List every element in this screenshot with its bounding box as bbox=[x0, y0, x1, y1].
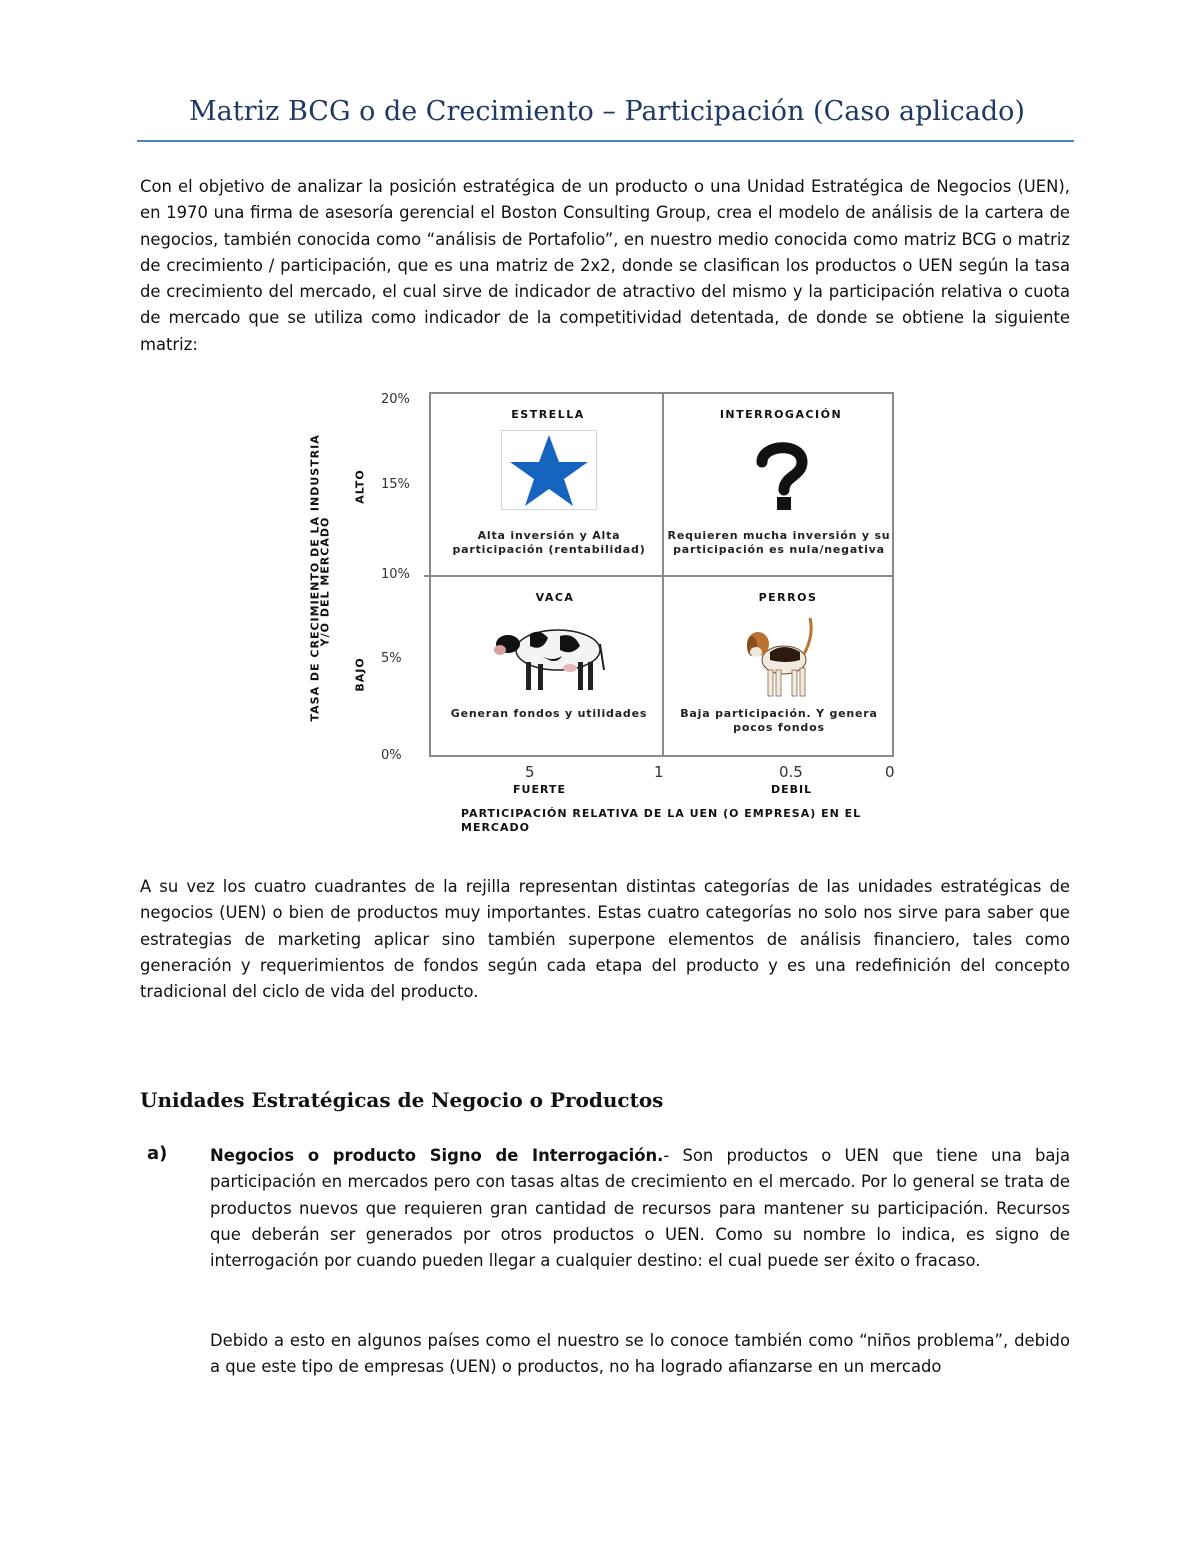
x-tick: 5 bbox=[525, 763, 535, 781]
y-tick: 0% bbox=[381, 748, 402, 763]
list-marker-a: a) bbox=[147, 1143, 168, 1164]
quadrant-dog-title: PERROS bbox=[758, 591, 818, 604]
list-item-a-followup: Debido a esto en algunos países como el nuestro se lo conoce también como “niños problema”, debido a que este tipo de empresas (UEN) o productos, no ha logrado afianzarse en un mercado bbox=[210, 1331, 1070, 1377]
page-title: Matriz BCG o de Crecimiento – Participación (Caso aplicado) bbox=[189, 96, 1025, 127]
y-tick: 15% bbox=[381, 477, 410, 492]
dog-icon bbox=[742, 614, 818, 700]
x-strong-label: FUERTE bbox=[513, 783, 566, 796]
x-axis-label: PARTICIPACIÓN RELATIVA DE LA UEN (O EMPRESA) EN EL MERCADO bbox=[461, 807, 862, 834]
cow-icon bbox=[490, 612, 620, 696]
y-high-label: ALTO bbox=[353, 469, 367, 504]
question-mark-icon bbox=[752, 440, 812, 512]
y-low-label: BAJO bbox=[353, 657, 367, 692]
y-tick: 5% bbox=[381, 651, 402, 666]
second-paragraph: A su vez los cuatro cuadrantes de la rejilla representan distintas categorías de las unidades estratégicas de negocios (UEN) o bien de productos muy importantes. Estas cuatro categorías no solo nos sirve para saber que estrategias de marketing aplicar sino también superpone elementos de análisis financiero, tales como generación y requerimientos de fondos según cada etapa del producto y es una redefinición del concepto tradicional del ciclo de vida del producto. bbox=[140, 877, 1070, 1002]
x-tick: 0 bbox=[885, 763, 895, 781]
list-item-a-text: - Son productos o UEN que tiene una baja participación en mercados pero con tasas altas de crecimiento en el mercado. Por lo general se trata de productos nuevos que requieren gran cantidad de recursos para mantener su participación. Recursos que deberán ser generados por otros productos o UEN. Como su nombre lo indica, es signo de interrogación por cuando pueden llegar a cualquier destino: el cual puede ser éxito o fracaso. bbox=[210, 1146, 1070, 1271]
y-tick: 20% bbox=[381, 392, 410, 407]
x-weak-label: DEBIL bbox=[771, 783, 813, 796]
y-axis-label-line2: Y/O DEL MERCADO bbox=[318, 516, 332, 647]
list-item-a bbox=[210, 1143, 1070, 1274]
quadrant-question-title: INTERROGACIÓN bbox=[719, 408, 843, 421]
y-tick: 10% bbox=[381, 567, 410, 582]
quadrant-question-desc: Requieren mucha inversión y su participación es nula/negativa bbox=[667, 529, 891, 556]
quadrant-star-title: ESTRELLA bbox=[511, 408, 585, 421]
intro-paragraph: Con el objetivo de analizar la posición estratégica de un producto o una Unidad Estratégica de Negocios (UEN), en 1970 una firma de asesoría gerencial el Boston Consulting Group, crea el modelo de análisis de la cartera de negocios, también conocida como “análisis de Portafolio”, en nuestro medio conocida como matriz BCG o matriz de crecimiento / participación, que es una matriz de 2x2, donde se clasifican los productos o UEN según la tasa de crecimiento del mercado, el cual sirve de indicador de atractivo del mismo y la participación relativa o cuota de mercado que se utiliza como indicador de la competitividad detentada, de donde se obtiene la siguiente matriz: bbox=[140, 177, 1070, 354]
quadrant-cow-desc: Generan fondos y utilidades bbox=[450, 707, 648, 720]
x-tick: 0.5 bbox=[779, 763, 803, 781]
title-underline bbox=[137, 140, 1074, 142]
section-heading: Unidades Estratégicas de Negocio o Productos bbox=[140, 1088, 664, 1112]
y-axis-label-line1: TASA DE CRECIMIENTO DE LA INDUSTRIA bbox=[308, 434, 322, 722]
quadrant-cow-title: VACA bbox=[535, 591, 575, 604]
x-tick: 1 bbox=[654, 763, 664, 781]
list-item-a-title: Negocios o producto Signo de Interrogación. bbox=[210, 1146, 664, 1165]
star-icon bbox=[501, 430, 597, 510]
quadrant-dog-desc: Baja participación. Y genera pocos fondos bbox=[680, 707, 878, 734]
matrix-horizontal-divider bbox=[424, 575, 894, 577]
quadrant-star-desc: Alta inversión y Alta participación (rentabilidad) bbox=[452, 529, 646, 556]
